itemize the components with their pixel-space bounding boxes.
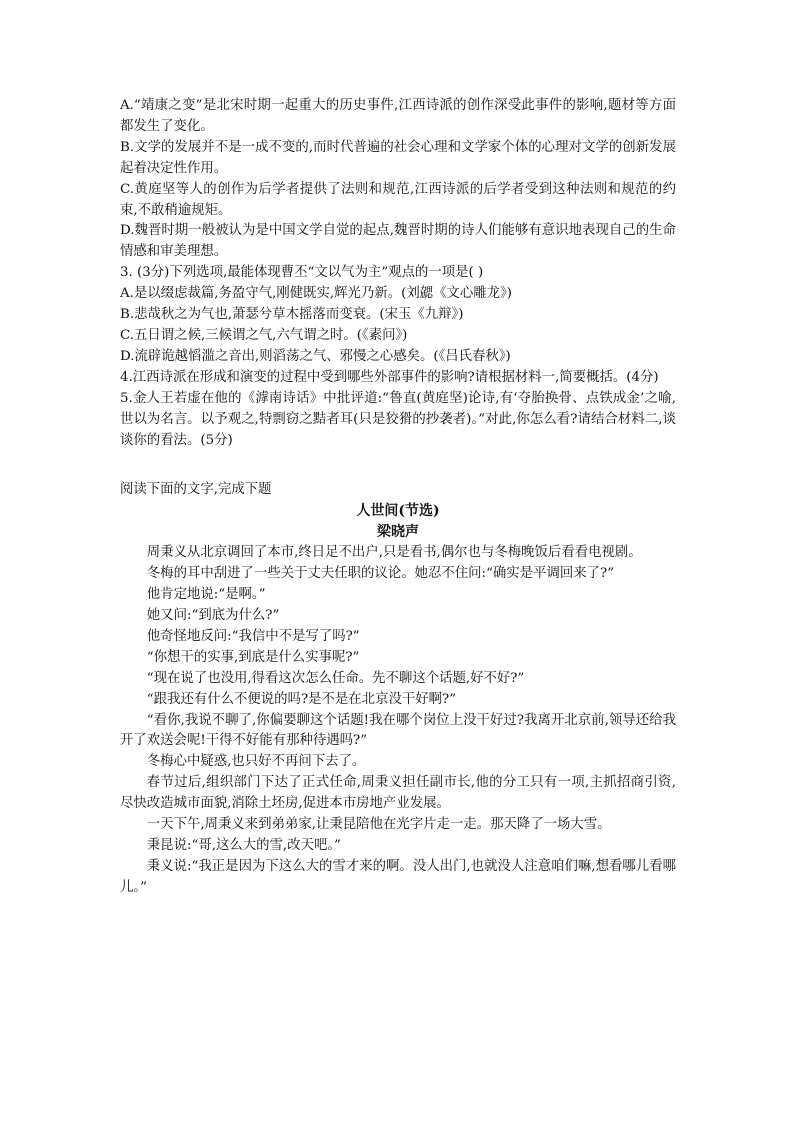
story-author: 梁晓声 <box>377 524 419 541</box>
option-c: C.黄庭坚等人的创作为后学者提供了法则和规范,江西诗派的后学者受到这种法则和规范的约束,不敢稍逾规矩。 <box>120 181 676 218</box>
story-paragraph: 春节过后,组织部门下达了正式任命,周秉义担任副市长,他的分工只有一项,主抓招商引资,尽快改造城市面貌,消除土坯房,促进本市房地产业发展。 <box>120 775 676 812</box>
story-paragraph: 他肯定地说:“是啊。” <box>146 587 266 603</box>
story-paragraph: 他奇怪地反问:“我信中不是写了吗?” <box>146 628 360 644</box>
story-paragraph: 她又问:“到底为什么?” <box>146 608 280 624</box>
question-3-choice-a: A.是以缀虑裁篇,务盈守气,刚健既实,辉光乃新。(刘勰《文心雕龙》) <box>120 286 512 302</box>
story-paragraph: “看你,我说不聊了,你偏要聊这个话题!我在哪个岗位上没干好过?我离开北京前,领导还给我开了欢送会呢!干得不好能有那种待遇吗?” <box>120 712 676 749</box>
question-4: 4.江西诗派在形成和演变的过程中受到哪些外部事件的影响?请根据材料一,简要概括。(4分) <box>120 369 659 385</box>
section-gap <box>120 451 676 480</box>
story-paragraph: 冬梅的耳中刮进了一些关于丈夫任职的议论。她忍不住问:“确实是平调回来了?” <box>146 566 615 582</box>
story-paragraph: 一天下午,周秉义来到弟弟家,让秉昆陪他在光字片走一走。那天降了一场大雪。 <box>146 817 611 833</box>
story-paragraph: 秉义说:“我正是因为下这么大的雪才来的啊。没人出门,也就没人注意咱们嘛,想看哪儿看哪儿。” <box>120 858 676 895</box>
story-paragraph: “跟我还有什么不便说的吗?是不是在北京没干好啊?” <box>146 691 457 707</box>
question-3-choice-c: C.五日谓之候,三候谓之气,六气谓之时。(《素问》) <box>120 327 408 343</box>
story-paragraph: “你想干的实事,到底是什么实事呢?” <box>146 649 360 665</box>
option-b: B.文学的发展并不是一成不变的,而时代普遍的社会心理和文学家个体的心理对文学的创新发展起着决定性作用。 <box>120 139 676 176</box>
reading-intro: 阅读下面的文字,完成下题 <box>120 482 272 498</box>
story-paragraph: 冬梅心中疑惑,也只好不再问下去了。 <box>146 754 366 770</box>
page-content <box>120 96 676 899</box>
question-3-choice-b: B.悲哉秋之为气也,萧瑟兮草木摇落而变衰。(宋玉《九辩》) <box>120 307 464 323</box>
story-paragraph: 秉昆说:“哥,这么大的雪,改天吧。” <box>146 838 341 853</box>
question-3-choice-d: D.流辟诡越慆滥之音出,则滔荡之气、邪慢之心感矣。(《吕氏春秋》) <box>120 348 511 364</box>
story-paragraph: 周秉义从北京调回了本市,终日足不出户,只是看书,偶尔也与冬梅晚饭后看看电视剧。 <box>146 545 642 561</box>
question-3-stem: 3. (3分)下列选项,最能体现曹丕“文以气为主”观点的一项是( ) <box>120 265 484 281</box>
story-paragraph: “现在说了也没用,得看这次怎么任命。先不聊这个话题,好不好?” <box>146 670 525 686</box>
option-a: A.“靖康之变”是北宋时期一起重大的历史事件,江西诗派的创作深受此事件的影响,题材等方面都发生了变化。 <box>120 98 676 134</box>
question-5: 5.金人王若虚在他的《滹南诗话》中批评道:“鲁直(黄庭坚)论诗,有‘夺胎换骨、点铁成金’之喻,世以为名言。以予观之,特剽窃之黠者耳(只是狡猾的抄袭者)。”对此,你怎么看?请结合材料二,谈谈你的看法。(5分) <box>120 390 676 448</box>
story-title: 人世间(节选) <box>356 503 440 520</box>
option-d: D.魏晋时期一般被认为是中国文学自觉的起点,魏晋时期的诗人们能够有意识地表现自己的生命情感和审美理想。 <box>120 223 676 260</box>
